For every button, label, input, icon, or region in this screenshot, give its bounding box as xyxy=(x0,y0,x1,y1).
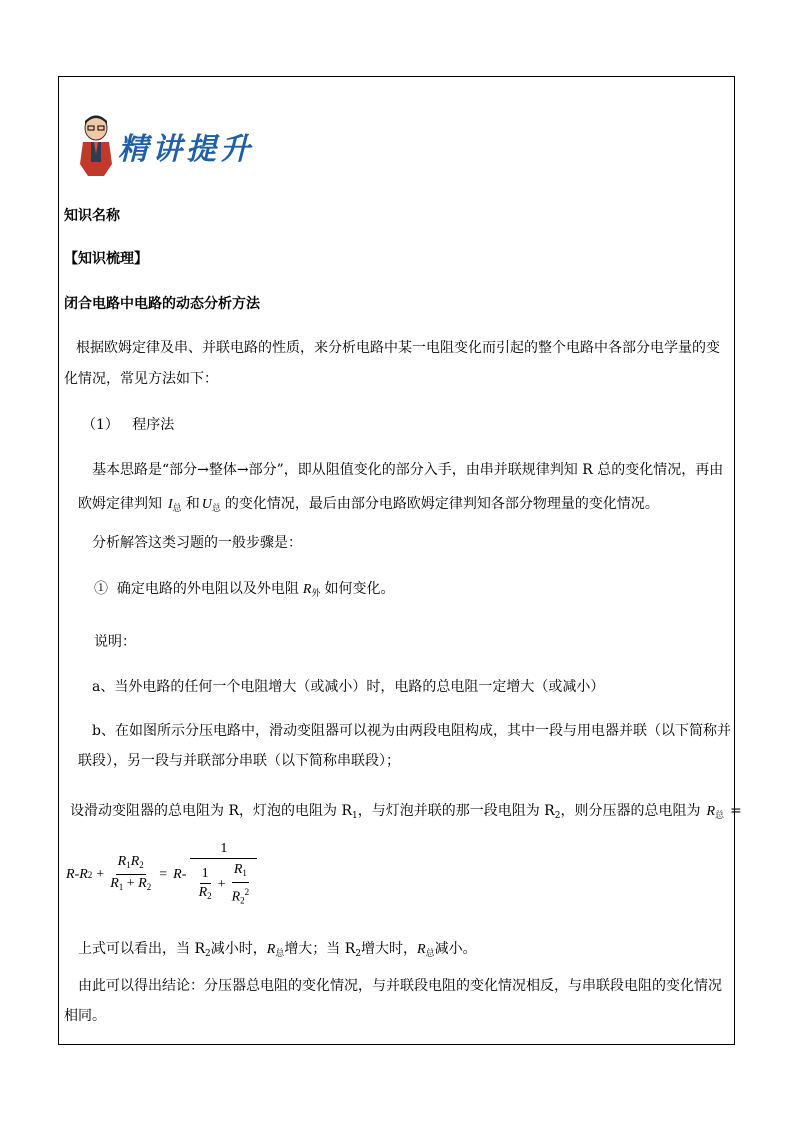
setup-text: 设滑动变阻器的总电阻为 R，灯泡的电阻为 $R_1$，与灯泡并联的那一段电阻为 $R_2$，则分压器的总电阻为 $R_总$ = xyxy=(70,803,742,821)
note-a: a、当外电路的任何一个电阻增大（或减小）时，电路的总电阻一定增大（或减小） xyxy=(92,679,605,695)
knowledge-name: 知识名称 xyxy=(64,208,120,224)
banner-title: 精讲提升 xyxy=(118,132,254,167)
topic-title: 闭合电路中电路的动态分析方法 xyxy=(64,296,260,312)
method-name: 程序法 xyxy=(132,417,175,433)
conclusion-line-1: 上式可以看出，当 $R_2$减小时，$R_总$增大；当 $R_2$增大时，$R_总$减小。 xyxy=(78,941,477,959)
step-1: ① 确定电路的外电阻以及外电阻 $R_外$ 如何变化。 xyxy=(94,581,395,599)
resistance-formula: R - R 2 + $\frac{R_1R_2}{R_1 + R_2}$ = R - 1 $\frac{1}{R_2}$ + $\frac{R_1}{R_2^2}$ xyxy=(66,840,257,910)
teacher-avatar-icon xyxy=(74,114,118,176)
note-b-line-2: 联段），另一段与并联部分串联（以下简称串联段）； xyxy=(78,753,400,769)
basic-line-1: 基本思路是“部分→整体→部分”，即从阻值变化的部分入手，由串并联规律判知 R 总的变化情况，再由 xyxy=(92,462,724,478)
basic-line-2: 欧姆定律判知 $I_总$ 和 $U_总$ 的变化情况，最后由部分电路欧姆定律判知各部分物理量的变化情况。 xyxy=(78,496,659,514)
note-label: 说明： xyxy=(94,634,136,650)
parallel-fraction: $\frac{R_1R_2}{R_1 + R_2}$ xyxy=(110,854,152,893)
method-number: （1） 程序法 xyxy=(82,417,175,433)
intro-line-1: 根据欧姆定律及串、并联电路的性质，来分析电路中某一电阻变化而引起的整个电路中各部分电学量的变 xyxy=(76,340,720,356)
note-b-line-1: b、在如图所示分压电路中，滑动变阻器可以视为由两段电阻构成，其中一段与用电器并联（以下简称并 xyxy=(92,723,731,739)
steps-intro: 分析解答这类习题的一般步骤是： xyxy=(92,535,302,551)
compound-fraction: 1 $\frac{1}{R_2}$ + $\frac{R_1}{R_2^2}$ xyxy=(190,840,257,910)
section-title: 【知识梳理】 xyxy=(64,251,148,267)
intro-line-2: 化情况，常见方法如下： xyxy=(64,371,218,387)
conclusion-2-line-2: 相同。 xyxy=(64,1008,106,1024)
conclusion-2-line-1: 由此可以得出结论：分压器总电阻的变化情况，与并联段电阻的变化情况相反，与串联段电阻的变化情况 xyxy=(78,978,722,994)
